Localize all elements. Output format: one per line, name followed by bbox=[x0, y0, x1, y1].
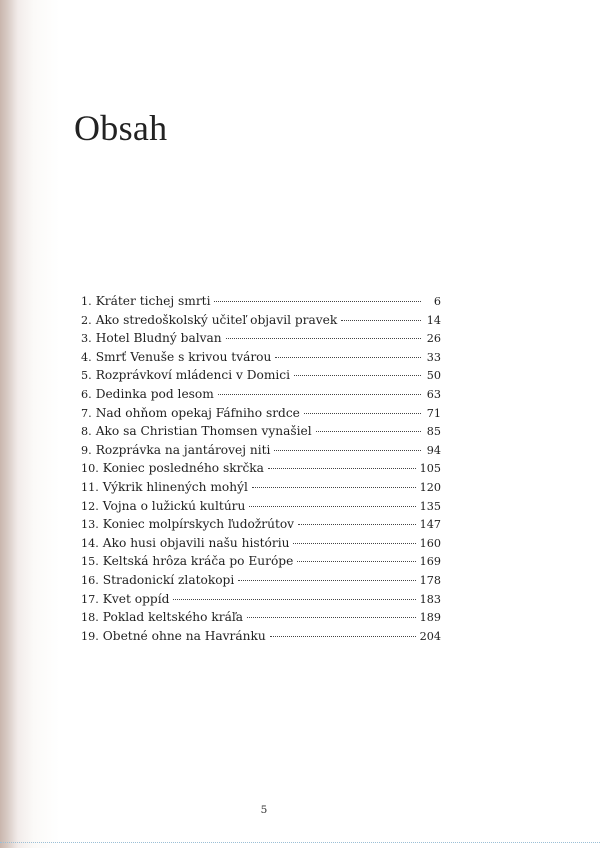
dot-leader bbox=[252, 487, 416, 488]
toc-entry bbox=[81, 385, 441, 404]
toc-entry bbox=[81, 404, 441, 423]
entry-page-number: 160 bbox=[419, 536, 441, 550]
table-of-contents bbox=[81, 292, 441, 645]
entry-number: 12. bbox=[81, 499, 99, 513]
toc-entry bbox=[81, 329, 441, 348]
entry-page-number: 178 bbox=[419, 573, 441, 587]
dot-leader bbox=[341, 320, 421, 321]
toc-entry bbox=[81, 441, 441, 460]
entry-number: 2. bbox=[81, 313, 92, 327]
entry-title: Ako husi objavili našu históriu bbox=[102, 535, 290, 550]
toc-entry bbox=[81, 571, 441, 590]
entry-page-number: 135 bbox=[419, 499, 441, 513]
entry-page-number: 50 bbox=[426, 369, 441, 383]
entry-number: 17. bbox=[81, 592, 99, 606]
entry-number: 5. bbox=[81, 369, 92, 383]
dot-leader bbox=[274, 450, 421, 451]
entry-title: Keltská hrôza kráča po Európe bbox=[102, 554, 294, 569]
entry-title: Ako sa Christian Thomsen vynašiel bbox=[95, 424, 312, 439]
toc-entry bbox=[81, 292, 441, 311]
entry-number: 7. bbox=[81, 406, 92, 420]
toc-entry bbox=[81, 366, 441, 385]
entry-page-number: 105 bbox=[419, 462, 441, 476]
entry-page-number: 33 bbox=[426, 350, 441, 364]
entry-page-number: 169 bbox=[419, 555, 441, 569]
entry-page-number: 71 bbox=[426, 406, 441, 420]
toc-entry bbox=[81, 627, 441, 646]
entry-page-number: 14 bbox=[426, 313, 441, 327]
entry-page-number: 147 bbox=[419, 518, 441, 532]
entry-title: Dedinka pod lesom bbox=[95, 386, 214, 401]
toc-entry bbox=[81, 534, 441, 553]
entry-number: 8. bbox=[81, 425, 92, 439]
entry-number: 3. bbox=[81, 332, 92, 346]
entry-page-number: 26 bbox=[426, 332, 441, 346]
dot-leader bbox=[297, 561, 415, 562]
entry-number: 10. bbox=[81, 462, 99, 476]
toc-entry bbox=[81, 552, 441, 571]
entry-title: Smrť Venuše s krivou tvárou bbox=[95, 349, 272, 364]
toc-entry bbox=[81, 608, 441, 627]
toc-entry bbox=[81, 422, 441, 441]
toc-entry bbox=[81, 459, 441, 478]
entry-title: Kvet oppíd bbox=[102, 591, 170, 606]
entry-page-number: 120 bbox=[419, 480, 441, 494]
entry-page-number: 6 bbox=[433, 295, 441, 308]
page-title: Obsah bbox=[74, 108, 168, 148]
toc-entry bbox=[81, 311, 441, 330]
entry-title: Koniec posledného skrčka bbox=[102, 461, 264, 476]
dot-leader bbox=[270, 636, 416, 637]
entry-title: Vojna o lužickú kultúru bbox=[102, 498, 246, 513]
entry-number: 19. bbox=[81, 629, 99, 643]
dot-leader bbox=[214, 301, 421, 302]
dot-leader bbox=[218, 394, 421, 395]
toc-entry bbox=[81, 515, 441, 534]
entry-number: 13. bbox=[81, 518, 99, 532]
entry-number: 15. bbox=[81, 555, 99, 569]
dot-leader bbox=[238, 580, 415, 581]
dot-leader bbox=[247, 617, 416, 618]
dot-leader bbox=[304, 413, 421, 414]
entry-title: Hotel Bludný balvan bbox=[95, 331, 222, 346]
dot-leader bbox=[294, 375, 421, 376]
entry-page-number: 94 bbox=[426, 443, 441, 457]
entry-title: Koniec molpírskych ľudožrútov bbox=[102, 517, 295, 532]
entry-title: Rozprávka na jantárovej niti bbox=[95, 442, 271, 457]
toc-entry bbox=[81, 497, 441, 516]
entry-title: Ako stredoškolský učiteľ objavil pravek bbox=[95, 312, 338, 327]
entry-number: 18. bbox=[81, 611, 99, 625]
dot-leader bbox=[298, 524, 416, 525]
dot-leader bbox=[268, 468, 416, 469]
entry-title: Kráter tichej smrti bbox=[95, 294, 211, 308]
page-number: 5 bbox=[260, 804, 268, 816]
entry-title: Rozprávkoví mládenci v Domici bbox=[95, 368, 291, 383]
entry-number: 4. bbox=[81, 350, 92, 364]
dot-leader bbox=[226, 338, 421, 339]
entry-page-number: 63 bbox=[426, 387, 441, 401]
entry-title: Poklad keltského kráľa bbox=[102, 610, 244, 625]
dot-leader bbox=[275, 357, 421, 358]
entry-page-number: 189 bbox=[419, 611, 441, 625]
entry-number: 16. bbox=[81, 573, 99, 587]
toc-entry bbox=[81, 478, 441, 497]
entry-page-number: 85 bbox=[426, 425, 441, 439]
entry-number: 9. bbox=[81, 443, 92, 457]
entry-title: Stradonickí zlatokopi bbox=[102, 572, 235, 587]
entry-title: Výkrik hlinených mohýl bbox=[102, 479, 248, 494]
toc-entry bbox=[81, 348, 441, 367]
entry-number: 14. bbox=[81, 536, 99, 550]
dot-leader bbox=[293, 543, 415, 544]
entry-number: 1. bbox=[81, 295, 92, 308]
dot-leader bbox=[249, 506, 415, 507]
entry-number: 11. bbox=[81, 480, 99, 494]
toc-entry bbox=[81, 590, 441, 609]
entry-number: 6. bbox=[81, 387, 92, 401]
dot-leader bbox=[173, 599, 415, 600]
entry-title: Obetné ohne na Havránku bbox=[102, 628, 266, 643]
dot-leader bbox=[316, 431, 421, 432]
entry-page-number: 183 bbox=[419, 592, 441, 606]
entry-page-number: 204 bbox=[419, 629, 441, 643]
bottom-dotted-rule bbox=[0, 842, 600, 843]
entry-title: Nad ohňom opekaj Fáfniho srdce bbox=[95, 405, 300, 420]
